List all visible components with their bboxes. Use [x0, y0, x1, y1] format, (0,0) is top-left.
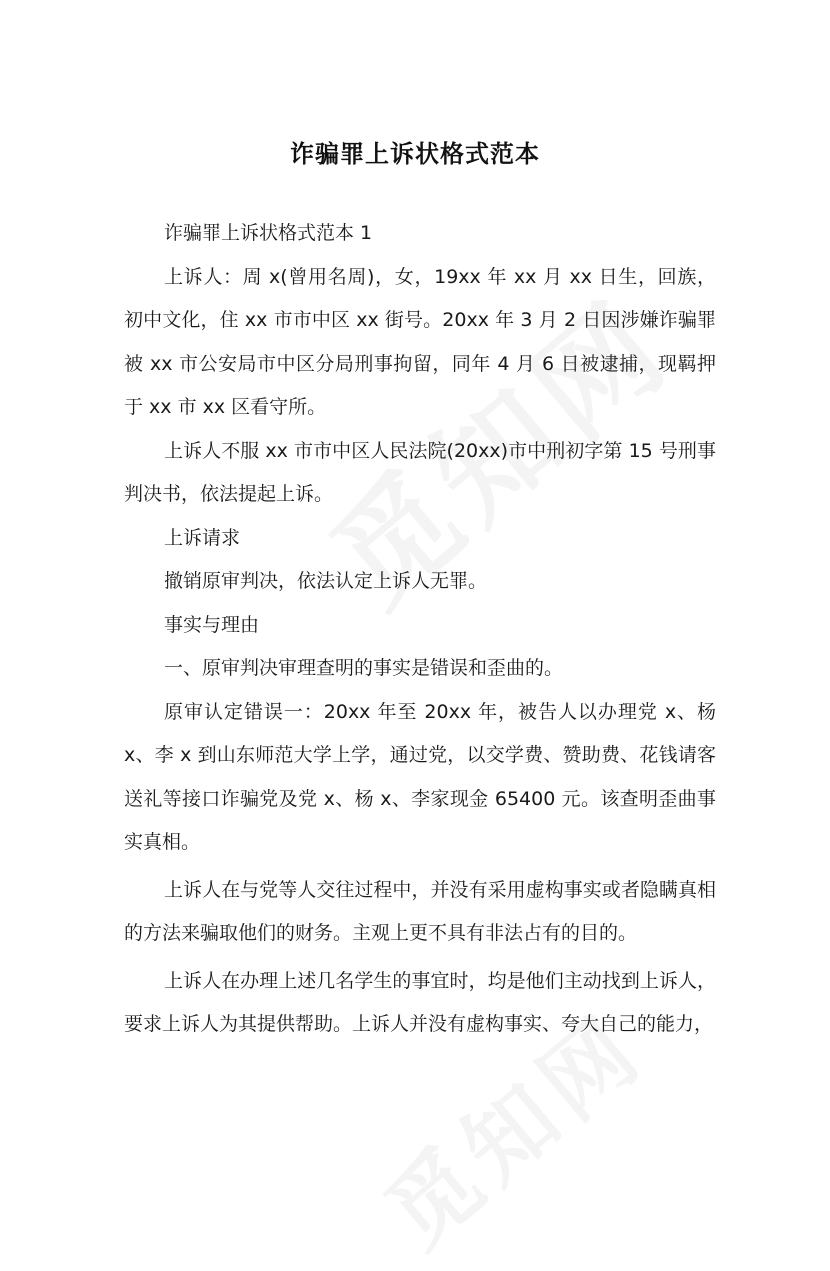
paragraph-error-one: 原审认定错误一：20xx 年至 20xx 年，被告人以办理党 x、杨 x、李 x 到山东师范大学上学，通过党，以交学费、赞助费、花钱请客送礼等接口诈骗党及党 x、杨 x、李家现金 65400 元。该查明歪曲事实真相。	[124, 700, 716, 853]
paragraph-appeal-statement: 上诉人不服 xx 市市中区人民法院(20xx)市中刑初字第 15 号刑事判决书，依法提起上诉。	[124, 439, 716, 505]
paragraph-appeal-request: 撤销原审判决，依法认定上诉人无罪。	[164, 570, 488, 592]
paragraph-no-fraud: 上诉人在与党等人交往过程中，并没有采用虚构事实或者隐瞒真相的方法来骗取他们的财务。主观上更不具有非法占有的目的。	[124, 878, 716, 944]
heading-appeal-request: 上诉请求	[164, 526, 241, 549]
document-title: 诈骗罪上诉状格式范本	[290, 140, 540, 169]
document-body	[124, 212, 716, 1047]
paragraph-students-help: 上诉人在办理上述几名学生的事宜时，均是他们主动找到上诉人，要求上诉人为其提供帮助。上诉人并没有虚构事实、夸大自己的能力，	[124, 969, 716, 1035]
paragraph-point-one: 一、原审判决审理查明的事实是错误和歪曲的。	[164, 657, 564, 679]
section-heading: 诈骗罪上诉状格式范本 1	[164, 222, 373, 244]
paragraph-appellant-info: 上诉人：周 x(曾用名周)，女，19xx 年 xx 月 xx 日生，回族，初中文化，住 xx 市市中区 xx 街号。20xx 年 3 月 2 日因涉嫌诈骗罪被 xx 市公安局市中区分局刑事拘留，同年 4 月 6 日被逮捕，现羁押于 xx 市 xx 区看守所。	[124, 265, 716, 418]
heading-facts-reasons: 事实与理由	[164, 613, 260, 636]
